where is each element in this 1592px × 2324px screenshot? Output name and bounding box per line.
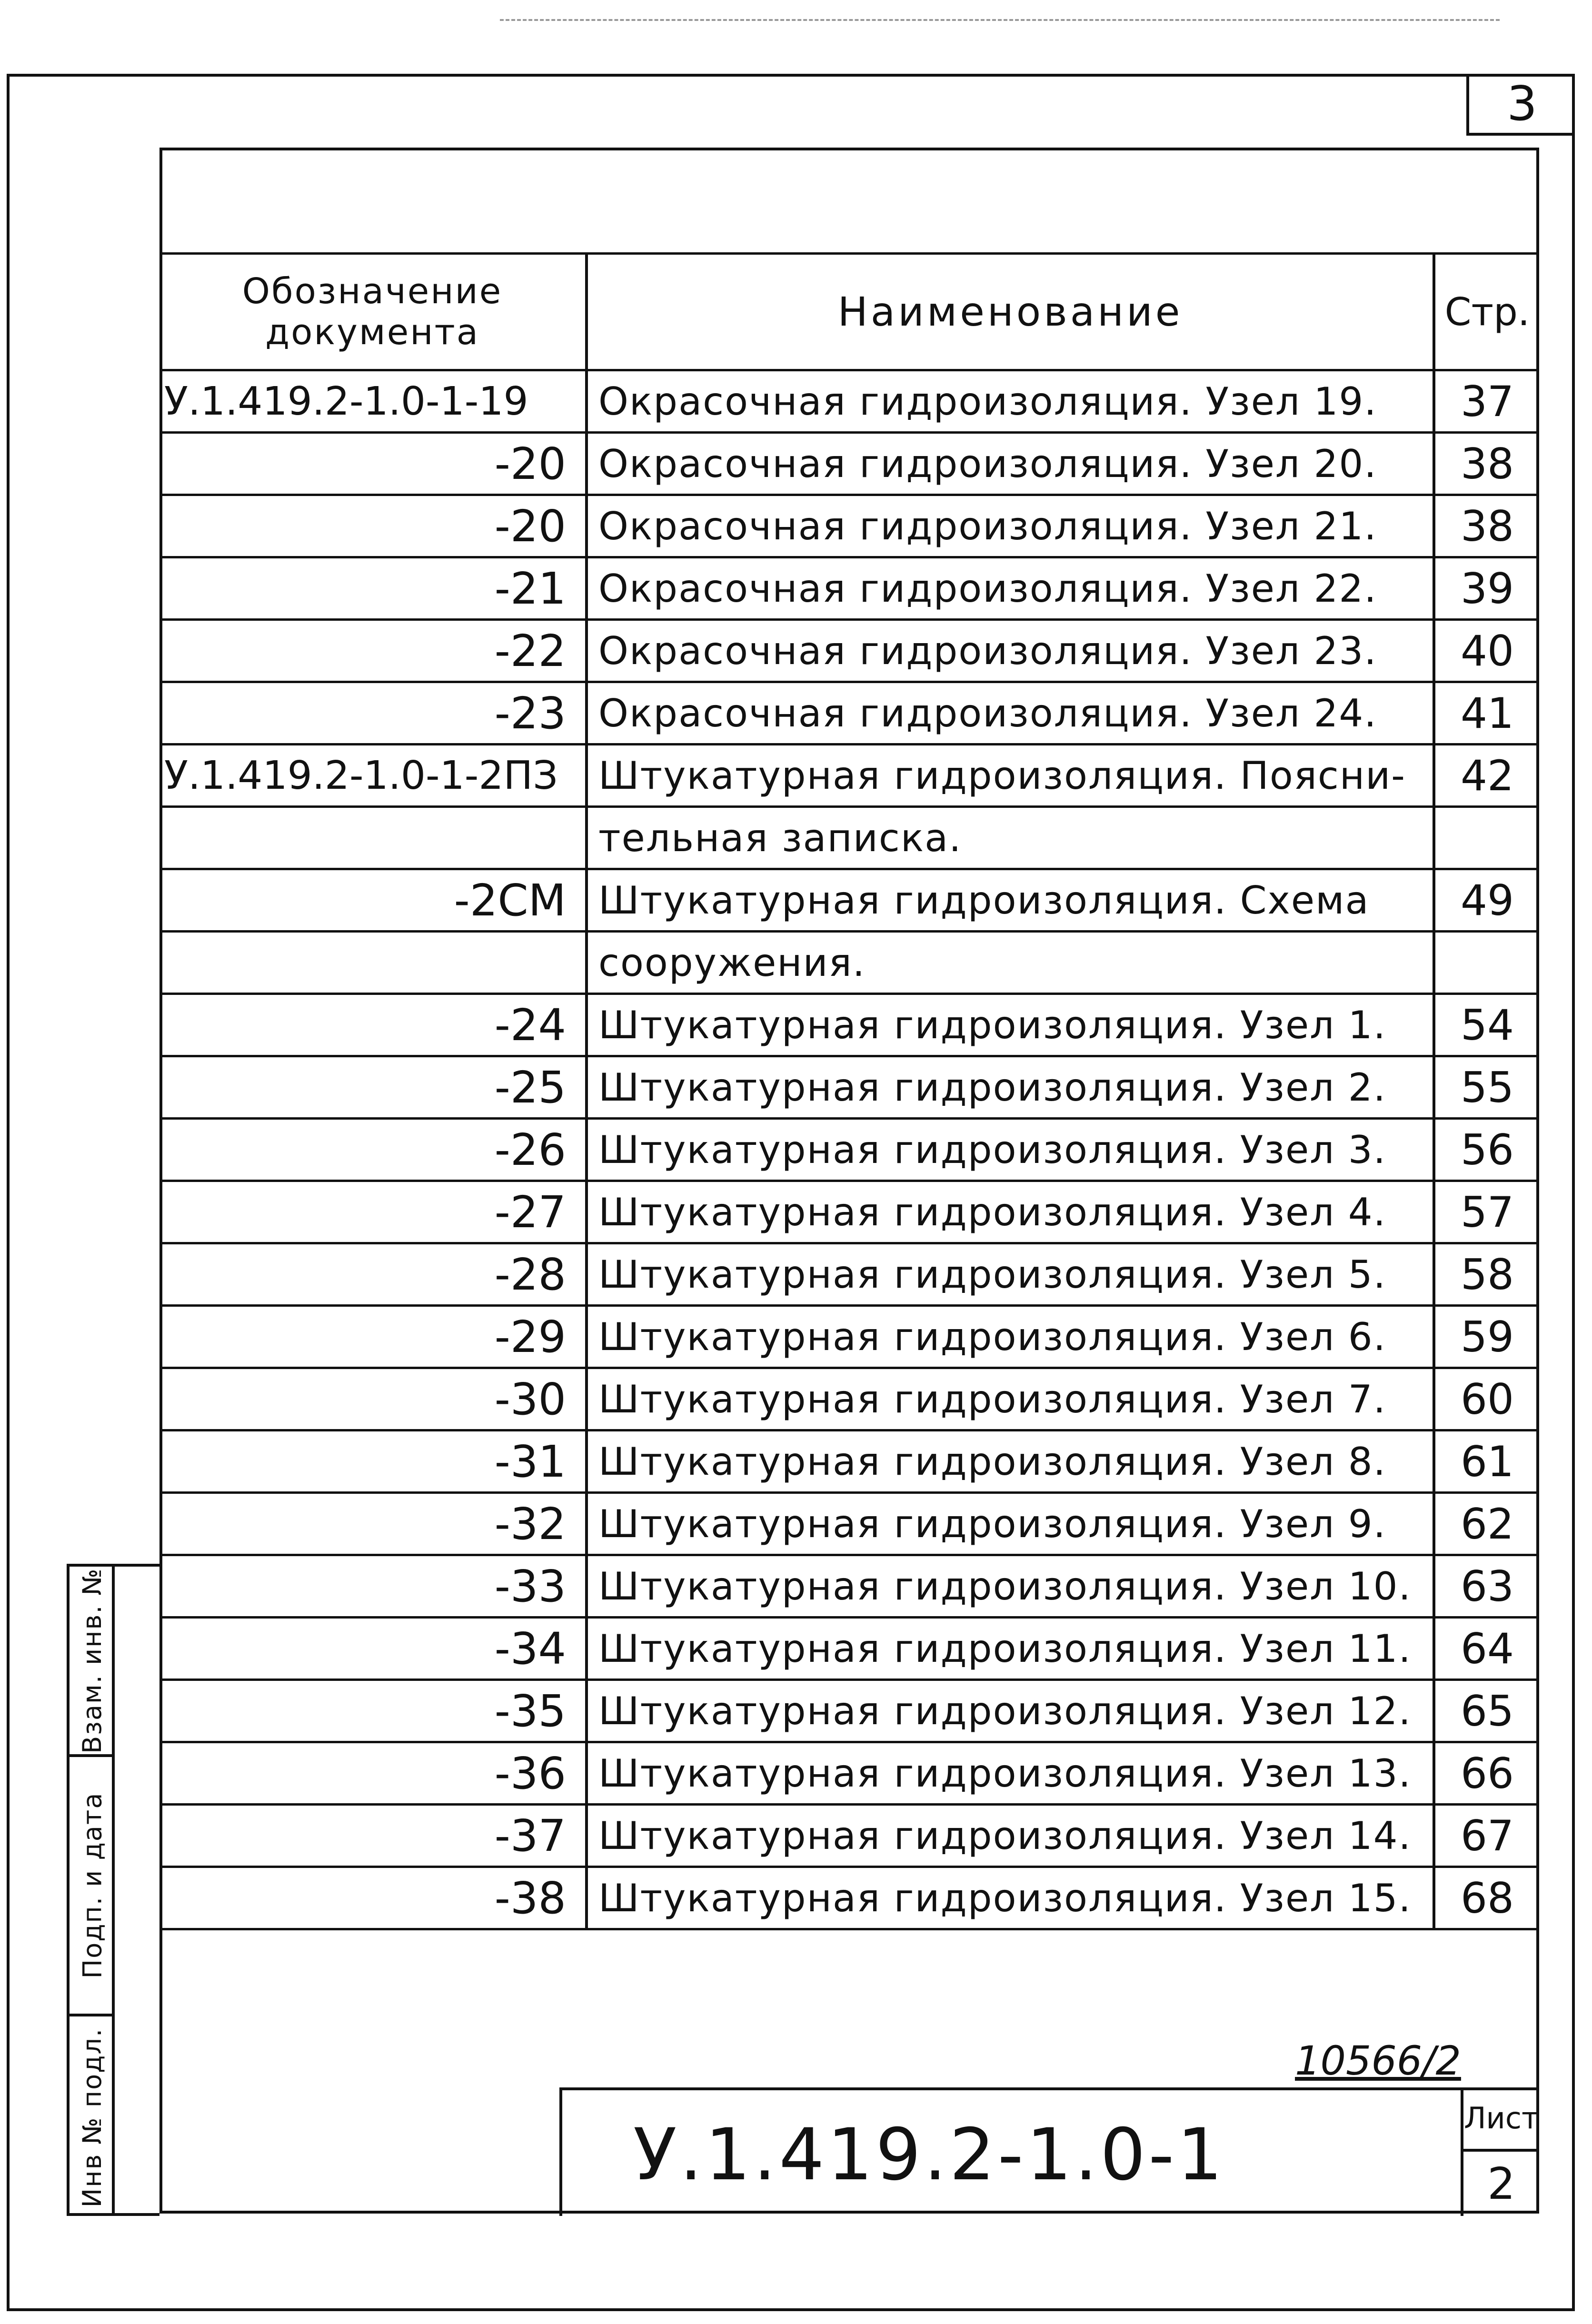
row-designation: -30	[159, 1369, 588, 1429]
row-page	[1435, 933, 1539, 993]
stamp-signature-date-label: Подп. и дата	[77, 1792, 108, 1979]
table-row	[159, 434, 1539, 496]
designation-header	[159, 255, 588, 369]
row-name: Штукатурная гидроизоляция. Узел 11.	[588, 1619, 1435, 1678]
row-designation: -37	[159, 1806, 588, 1866]
stamp-cell-signature-date	[70, 1757, 115, 2016]
stamp-divider	[112, 1564, 115, 2216]
row-designation: -2СМ	[159, 870, 588, 930]
row-name: Окрасочная гидроизоляция. Узел 22.	[588, 558, 1435, 618]
contents-table	[159, 252, 1539, 1930]
row-page: 41	[1461, 688, 1514, 738]
table-row	[159, 745, 1539, 808]
row-page: 68	[1461, 1873, 1514, 1923]
row-page: 64	[1461, 1624, 1514, 1673]
table-row	[159, 1431, 1539, 1494]
row-page: 38	[1461, 501, 1514, 551]
stamp-original-inv-label: Инв № подл.	[77, 2027, 108, 2208]
stamp-cell-replacement-inv	[70, 1567, 115, 1757]
row-page: 38	[1461, 439, 1514, 488]
row-name: Штукатурная гидроизоляция. Узел 13.	[588, 1743, 1435, 1803]
row-page: 65	[1461, 1686, 1514, 1736]
row-page: 40	[1461, 626, 1514, 675]
row-designation: -25	[159, 1057, 588, 1117]
table-row	[159, 1556, 1539, 1619]
row-name: Штукатурная гидроизоляция. Узел 1.	[588, 995, 1435, 1055]
row-designation: -32	[159, 1494, 588, 1554]
row-page: 62	[1461, 1499, 1514, 1549]
row-designation: -21	[159, 558, 588, 618]
table-row	[159, 870, 1539, 933]
row-page: 67	[1461, 1811, 1514, 1860]
table-row	[159, 808, 1539, 870]
page-header: Стр.	[1444, 289, 1530, 334]
row-designation: -35	[159, 1681, 588, 1741]
table-row	[159, 1307, 1539, 1369]
row-designation: -20	[159, 496, 588, 556]
table-row	[159, 1244, 1539, 1307]
row-name: Штукатурная гидроизоляция. Узел 14.	[588, 1806, 1435, 1866]
sheet-number-top: 3	[1466, 74, 1575, 136]
row-name: Штукатурная гидроизоляция. Узел 9.	[588, 1494, 1435, 1554]
row-page: 57	[1461, 1187, 1514, 1237]
table-row	[159, 496, 1539, 558]
table-row	[159, 683, 1539, 745]
designation-header-line1: Обозначение	[242, 271, 503, 312]
row-page: 66	[1461, 1748, 1514, 1798]
row-page: 58	[1461, 1250, 1514, 1299]
table-row	[159, 1681, 1539, 1743]
table-row	[159, 1057, 1539, 1120]
row-designation: -26	[159, 1120, 588, 1180]
row-designation: У.1.419.2-1.0-1-2ПЗ	[159, 745, 588, 805]
row-name: Окрасочная гидроизоляция. Узел 21.	[588, 496, 1435, 556]
row-page: 42	[1461, 751, 1514, 800]
row-name: Штукатурная гидроизоляция. Узел 5.	[588, 1244, 1435, 1304]
row-page: 37	[1461, 377, 1514, 426]
table-row	[159, 1120, 1539, 1182]
row-name: Штукатурная гидроизоляция. Узел 7.	[588, 1369, 1435, 1429]
row-name: Штукатурная гидроизоляция. Узел 8.	[588, 1431, 1435, 1491]
sheet-value: 2	[1461, 2152, 1539, 2216]
table-row	[159, 558, 1539, 621]
stamp-replacement-inv-label: Взам. инв. №	[77, 1567, 108, 1754]
row-designation: -38	[159, 1868, 588, 1928]
row-name: Штукатурная гидроизоляция. Поясни-	[588, 745, 1435, 805]
scan-artifact-line	[500, 19, 1500, 21]
row-designation: -33	[159, 1556, 588, 1616]
row-designation: -36	[159, 1743, 588, 1803]
row-page: 63	[1461, 1561, 1514, 1611]
row-page: 55	[1461, 1063, 1514, 1112]
row-designation	[159, 808, 588, 868]
row-designation: -20	[159, 434, 588, 494]
table-row	[159, 1868, 1539, 1930]
row-name: Штукатурная гидроизоляция. Узел 2.	[588, 1057, 1435, 1117]
table-row	[159, 371, 1539, 434]
table-row	[159, 1369, 1539, 1431]
row-name: Штукатурная гидроизоляция. Узел 10.	[588, 1556, 1435, 1616]
row-page: 39	[1461, 564, 1514, 613]
document-code: У.1.419.2-1.0-1	[633, 2114, 1225, 2196]
table-row	[159, 1182, 1539, 1244]
table-header-row	[159, 252, 1539, 371]
row-designation: -22	[159, 621, 588, 681]
row-name: Окрасочная гидроизоляция. Узел 20.	[588, 434, 1435, 494]
row-designation: -29	[159, 1307, 588, 1367]
row-designation: У.1.419.2-1.0-1-19	[159, 371, 588, 431]
row-designation: -27	[159, 1182, 588, 1242]
inventory-number: 10566/2	[1295, 2037, 1461, 2084]
stamp-cell-original-inv	[70, 2016, 115, 2219]
table-row	[159, 1619, 1539, 1681]
row-designation: -28	[159, 1244, 588, 1304]
row-page: 59	[1461, 1312, 1514, 1361]
table-row	[159, 995, 1539, 1057]
row-designation: -23	[159, 683, 588, 743]
row-name: Штукатурная гидроизоляция. Узел 15.	[588, 1868, 1435, 1928]
row-page: 61	[1461, 1437, 1514, 1486]
row-page: 56	[1461, 1125, 1514, 1174]
row-designation: -31	[159, 1431, 588, 1491]
row-page: 54	[1461, 1000, 1514, 1050]
row-name: сооружения.	[588, 933, 1435, 993]
row-name: Штукатурная гидроизоляция. Узел 3.	[588, 1120, 1435, 1180]
table-row	[159, 1743, 1539, 1806]
row-name: Штукатурная гидроизоляция. Узел 12.	[588, 1681, 1435, 1741]
table-body	[159, 371, 1539, 1930]
row-name: Окрасочная гидроизоляция. Узел 23.	[588, 621, 1435, 681]
table-row	[159, 1494, 1539, 1556]
table-row	[159, 1806, 1539, 1868]
row-name: Окрасочная гидроизоляция. Узел 19.	[588, 371, 1435, 431]
row-page: 49	[1461, 875, 1514, 925]
row-name: Штукатурная гидроизоляция. Узел 4.	[588, 1182, 1435, 1242]
sheet-label: Лист	[1461, 2087, 1539, 2152]
table-row	[159, 933, 1539, 995]
row-name: Штукатурная гидроизоляция. Схема	[588, 870, 1435, 930]
row-name: Штукатурная гидроизоляция. Узел 6.	[588, 1307, 1435, 1367]
row-page	[1435, 808, 1539, 868]
row-designation: -24	[159, 995, 588, 1055]
name-header: Наименование	[588, 255, 1435, 369]
row-page: 60	[1461, 1374, 1514, 1424]
table-row	[159, 621, 1539, 683]
row-designation	[159, 933, 588, 993]
row-name: Окрасочная гидроизоляция. Узел 24.	[588, 683, 1435, 743]
designation-header-line2: документа	[265, 312, 480, 353]
row-designation: -34	[159, 1619, 588, 1678]
row-name: тельная записка.	[588, 808, 1435, 868]
